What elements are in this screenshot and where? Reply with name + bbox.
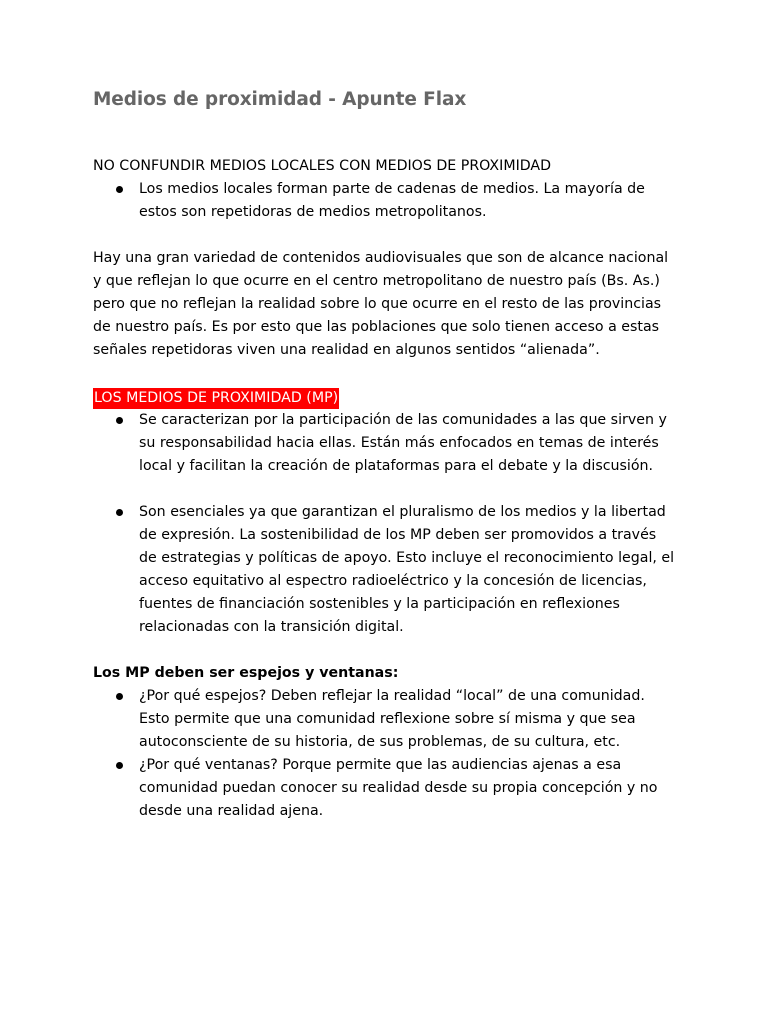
bullet-list-local-media [93,178,678,224]
bullet-dot-icon [116,509,123,516]
list-item-text: Son esenciales ya que garantizan el pluralismo de los medios y la libertad de expresión. La sostenibilidad de los MP deben ser promovidos a través de estrategias y políticas de apoyo. Esto incluye el reconocimiento legal, el acceso equitativo al espectro radioeléctrico y la concesión de licencias, fuentes de financiación sostenibles y la participación en reflexiones relacionadas con la transición digital. [139,504,675,635]
bullet-dot-icon [116,417,123,424]
bullet-list-mp-characteristics [93,409,678,639]
list-item [93,178,678,224]
bullet-dot-icon [116,186,123,193]
bullet-dot-icon [116,693,123,700]
highlighted-heading: LOS MEDIOS DE PROXIMIDAD (MP) [93,388,339,409]
list-item [93,685,678,754]
list-item [93,501,678,639]
bullet-dot-icon [116,762,123,769]
section-subtitle: NO CONFUNDIR MEDIOS LOCALES CON MEDIOS DE PROXIMIDAD [93,158,552,174]
list-item-text: ¿Por qué ventanas? Porque permite que las audiencias ajenas a esa comunidad puedan conocer su realidad desde su propia concepción y no desde una realidad ajena. [139,757,658,819]
bullet-list-mirrors-windows [93,685,678,823]
document-page [93,84,678,823]
list-item [93,409,678,478]
list-item-text: ¿Por qué espejos? Deben reflejar la realidad “local” de una comunidad. Esto permite que una comunidad reflexione sobre sí misma y que sea autoconsciente de su historia, de sus problemas, de su cultura, etc. [139,688,645,750]
list-item-text: Los medios locales forman parte de cadenas de medios. La mayoría de estos son repetidoras de medios metropolitanos. [139,181,645,220]
bold-heading: Los MP deben ser espejos y ventanas: [93,665,399,681]
list-item-text: Se caracterizan por la participación de las comunidades a las que sirven y su responsabilidad hacia ellas. Están más enfocados en temas de interés local y facilitan la creación de plataformas para el debate y la discusión. [139,412,667,474]
list-item [93,754,678,823]
document-title: Medios de proximidad - Apunte Flax [93,89,467,110]
body-paragraph: Hay una gran variedad de contenidos audiovisuales que son de alcance nacional y que reflejan lo que ocurre en el centro metropolitano de nuestro país (Bs. As.) pero que no reflejan la realidad sobre lo que ocurre en el resto de las provincias de nuestro país. Es por esto que las poblaciones que solo tienen acceso a estas señales repetidoras viven una realidad en algunos sentidos “alienada”. [93,250,669,358]
